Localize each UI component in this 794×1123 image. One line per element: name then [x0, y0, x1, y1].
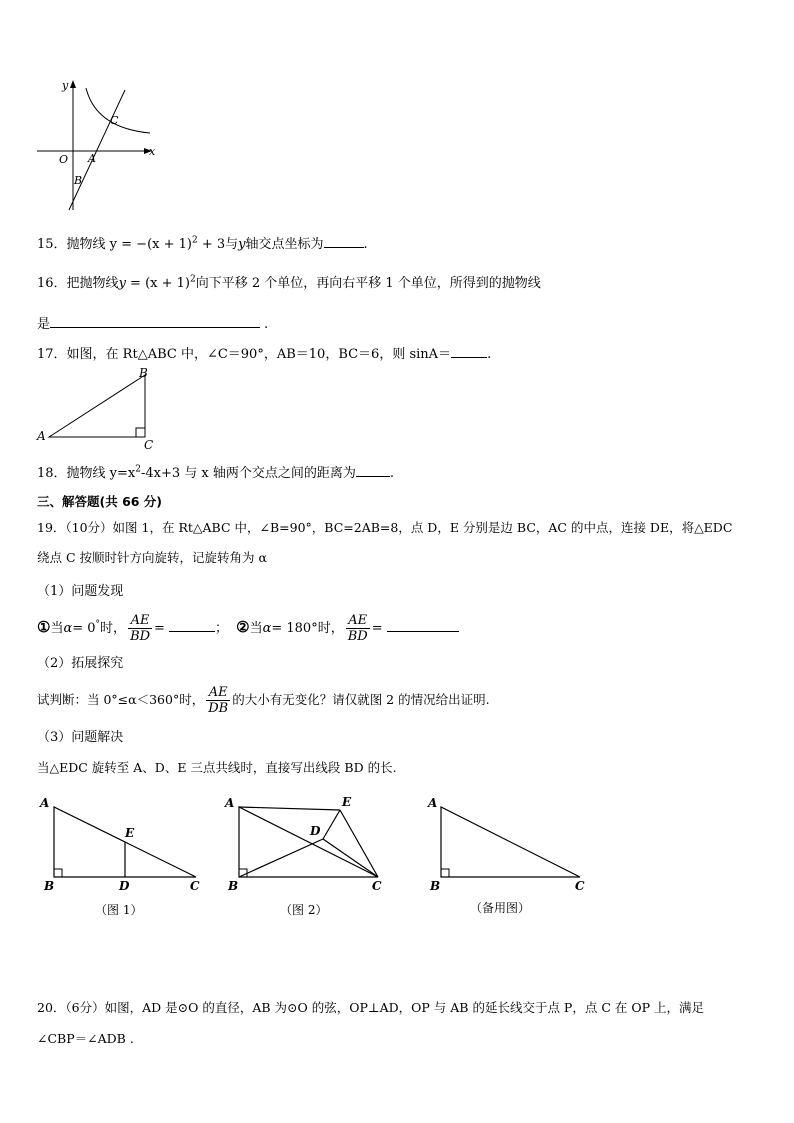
label-c: C [372, 879, 382, 893]
label-b: B [430, 879, 441, 893]
figure-1-caption: （图 1） [95, 903, 143, 917]
label-x: x [149, 145, 156, 158]
label-b: B [228, 879, 239, 893]
question-19-line2: 绕点 C 按顺时针方向旋转，记旋转角为 α [37, 550, 267, 565]
answer-blank-16[interactable] [50, 314, 260, 328]
straight-line [69, 90, 125, 210]
figure-1 [35, 792, 215, 922]
right-angle-mark [136, 428, 145, 437]
part-2-heading: （2）拓展探究 [37, 656, 124, 671]
spare-figure-caption: （备用图） [470, 901, 531, 915]
label-d: D [310, 824, 321, 838]
label-a: A [37, 429, 46, 443]
label-b: B [139, 366, 148, 380]
section-3-heading: 三、解答题(共 66 分) [37, 494, 163, 509]
triangle-abc [49, 375, 145, 437]
spare-figure [420, 792, 600, 922]
label-c: C [144, 438, 154, 452]
question-16-line2: 是 . [37, 314, 268, 333]
fraction-ae-bd-1: $\frac{AE}{BD}$ [130, 613, 151, 644]
answer-blank-19-1[interactable] [169, 618, 215, 632]
question-19-line1: 19．（10分）如图 1，在 Rt△ABC 中，∠B=90°，BC=2AB=8，点 D，E 分别是边 BC，AC 的中点，连接 DE，将△EDC [37, 520, 733, 535]
label-a: A [428, 796, 438, 810]
label-b: B [74, 174, 83, 187]
part-3-heading: （3）问题解决 [37, 730, 124, 745]
label-c: C [190, 879, 200, 893]
label-o: O [59, 153, 69, 166]
answer-blank-15[interactable] [324, 234, 364, 248]
part-2-line: 试判断：当 0°≤α＜360°时， $\frac{AE}{DB}$ 的大小有无变化？请仅就图 2 的情况给出证明. [37, 685, 490, 716]
segment-ed [323, 810, 340, 839]
label-e: E [342, 795, 352, 809]
label-c: C [575, 879, 585, 893]
answer-blank-19-2[interactable] [387, 618, 459, 632]
question-17: 17．如图，在 Rt△ABC 中，∠C＝90°，AB＝10，BC＝6，则 sinA＝ . [37, 344, 491, 363]
label-y: y [62, 79, 69, 92]
answer-blank-18[interactable] [356, 463, 390, 477]
right-angle-mark [54, 869, 62, 877]
figure-2 [220, 792, 400, 922]
label-a: A [225, 796, 235, 810]
label-d: D [119, 879, 130, 893]
part-3-line: 当△EDC 旋转至 A、D、E 三点共线时，直接写出线段 BD 的长. [37, 760, 397, 775]
triangle-abc [239, 807, 378, 877]
question-20-line1: 20．（6分）如图，AD 是⊙O 的直径，AB 为⊙O 的弦，OP⊥AD，OP 与 AB 的延长线交于点 P，点 C 在 OP 上，满足 [37, 1000, 704, 1015]
right-angle-mark [441, 869, 449, 877]
y-axis-arrow-icon [70, 80, 76, 88]
segment-ae [239, 807, 340, 810]
fraction-ae-bd-2: $\frac{AE}{BD}$ [347, 613, 368, 644]
answer-blank-17[interactable] [451, 344, 487, 358]
segment-dc [323, 839, 378, 877]
label-b: B [44, 879, 55, 893]
part-1-heading: （1）问题发现 [37, 584, 124, 599]
label-e: E [125, 826, 135, 840]
label-c: C [110, 114, 119, 127]
triangle-abc [441, 807, 580, 877]
question-16: 16．把抛物线$y = (x + 1)^2$向下平移 2 个单位，再向右平移 1 个单位，所得到的抛物线 [37, 274, 541, 291]
question-15: 15．抛物线 $y = -(x + 1)^2 + 3$与y轴交点坐标为 . [37, 235, 368, 252]
label-a: A [88, 152, 96, 165]
question-18: 18．抛物线 $y=x^2-4x+3$ 与 x 轴两个交点之间的距离为 . [37, 464, 395, 481]
label-a: A [40, 796, 50, 810]
triangle-figure-17 [36, 364, 161, 452]
function-graph-figure [30, 76, 165, 216]
part-1-line: ①当α= 0°时， $\frac{AE}{BD}$ = ； ②当α= 180°时， $\frac{AE}{BD}$ = [37, 607, 459, 649]
question-20-line2: ∠CBP＝∠ADB . [37, 1031, 134, 1046]
fraction-ae-db: $\frac{AE}{DB}$ [208, 685, 229, 716]
segment-bd [239, 839, 323, 877]
figure-2-caption: （图 2） [280, 903, 328, 917]
